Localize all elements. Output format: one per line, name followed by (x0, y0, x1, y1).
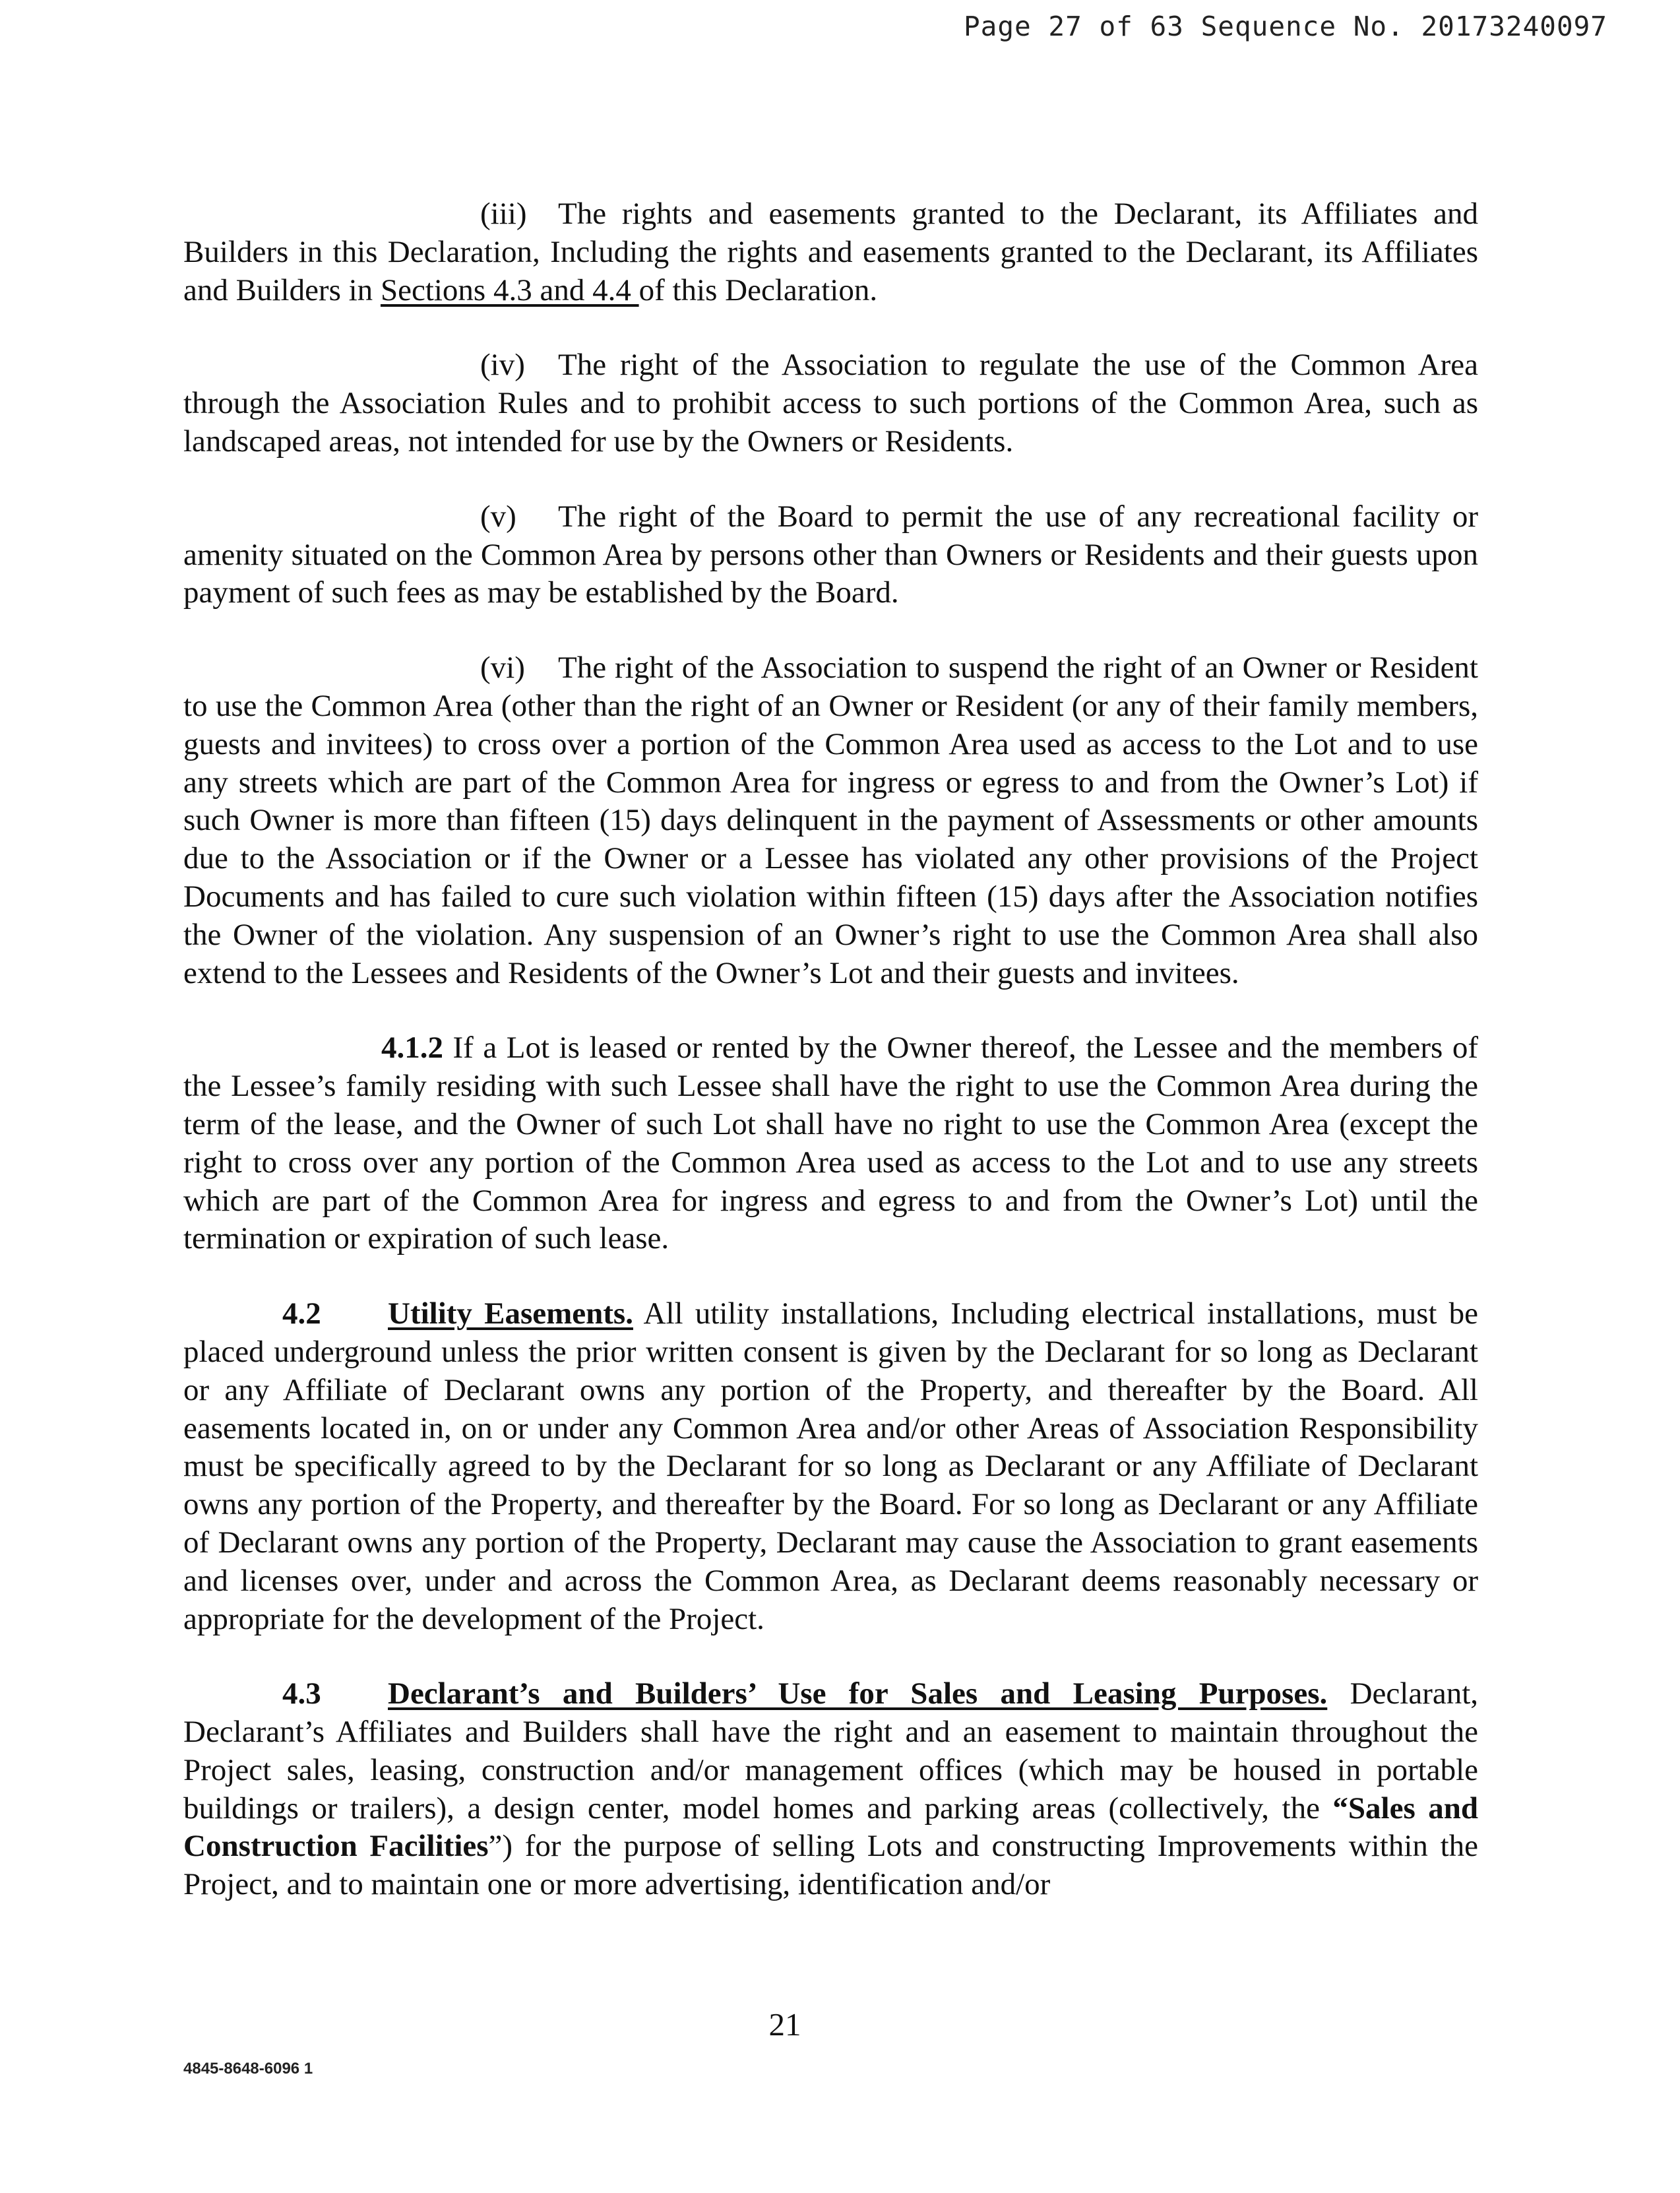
page-number: 21 (768, 2006, 801, 2043)
section-number: 4.2 (282, 1296, 321, 1331)
section-text: If a Lot is leased or rented by the Owner thereof, the Lessee and the members of the Lessee’s family residing with such Lessee shall have the right to use the Common Area during the term of the lease, and the Owner of such Lot shall have no right to use the Common Area (except the right to cross over any portion of the Common Area used as access to the Lot and to use any streets which are part of the Common Area for ingress and egress to and from the Owner’s Lot) until the termination or expiration of such lease. (183, 1031, 1478, 1256)
document-body (183, 195, 1478, 1941)
paragraph-iv (183, 346, 1478, 461)
paragraph-text: The rights and easements granted to the Declarant, its Affiliates and Builders in this Declaration, Including the rights and easements granted to the Declarant, its Affiliates and Builders in (183, 197, 1478, 307)
paragraph-marker: (vi) (480, 651, 525, 685)
page-sequence-header: Page 27 of 63 Sequence No. 20173240097 (964, 11, 1607, 42)
paragraph-text: The right of the Association to suspend the right of an Owner or Resident to use the Common Area (other than the right of an Owner or Resident (or any of their family members, guests and invitees) to cross over a portion of the Common Area used as access to the Lot and to use any streets which are part of the Common Area for ingress or egress to and from the Owner’s Lot) if such Owner is more than fifteen (15) days delinquent in the payment of Assessments or other amounts due to the Association or if the Owner or a Lessee has violated any other provisions of the Project Documents and has failed to cure such violation within fifteen (15) days after the Association notifies the Owner of the violation. Any suspension of an Owner’s right to use the Common Area shall also extend to the Lessees and Residents of the Owner’s Lot and their guests and invitees. (183, 651, 1478, 990)
section-text: All utility installations, Including electrical installations, must be placed underground unless the prior written consent is given by the Declarant for so long as Declarant or any Affiliate of Declarant owns any portion of the Property, and thereafter by the Board. All easements located in, on or under any Common Area and/or other Areas of Association Responsibility must be specifically agreed to by the Declarant for so long as Declarant or any Affiliate of Declarant owns any portion of the Property, and thereafter by the Board. For so long as Declarant or any Affiliate of Declarant owns any portion of the Property, Declarant may cause the Association to grant easements and licenses over, under and across the Common Area, as Declarant deems reasonably necessary or appropriate for the development of the Project. (183, 1296, 1478, 1636)
section-heading: Utility Easements. (388, 1296, 633, 1331)
paragraph-marker: (v) (480, 499, 516, 534)
paragraph-marker: (iii) (480, 197, 527, 231)
section-4-2 (183, 1295, 1478, 1638)
paragraph-marker: (iv) (480, 348, 525, 383)
section-number: 4.3 (282, 1676, 321, 1711)
paragraph-iii (183, 195, 1478, 309)
section-4-3 (183, 1675, 1478, 1904)
section-number: 4.1.2 (381, 1031, 443, 1065)
document-id: 4845-8648-6096 1 (183, 2060, 313, 2078)
section-4-1-2 (183, 1029, 1478, 1258)
paragraph-text: The right of the Association to regulate the use of the Common Area through the Association Rules and to prohibit access to such portions of the Common Area, such as landscaped areas, not intended for use by the Owners or Residents. (183, 348, 1478, 459)
paragraph-vi (183, 649, 1478, 992)
section-text: Declarant, Declarant’s Affiliates and Builders shall have the right and an easement to maintain throughout the Project sales, leasing, construction and/or management offices (which may be housed in portable buildings or trailers), a design center, model homes and parking areas (collectively, the (183, 1676, 1479, 1826)
section-text: ”) for the purpose of selling Lots and constructing Improvements within the Project, and to maintain one or more advertising, identification and/or (183, 1829, 1479, 1902)
section-reference-link: Sections 4.3 and 4.4 (380, 272, 639, 307)
paragraph-text: of this Declaration. (638, 272, 878, 307)
paragraph-v (183, 498, 1478, 612)
section-heading: Declarant’s and Builders’ Use for Sales and Leasing Purposes. (388, 1676, 1328, 1711)
paragraph-text: The right of the Board to permit the use of any recreational facility or amenity situated on the Common Area by persons other than Owners or Residents and their guests upon payment of such fees as may be established by the Board. (183, 499, 1478, 610)
defined-term: “Sales and Construction Facilities (183, 1791, 1478, 1864)
